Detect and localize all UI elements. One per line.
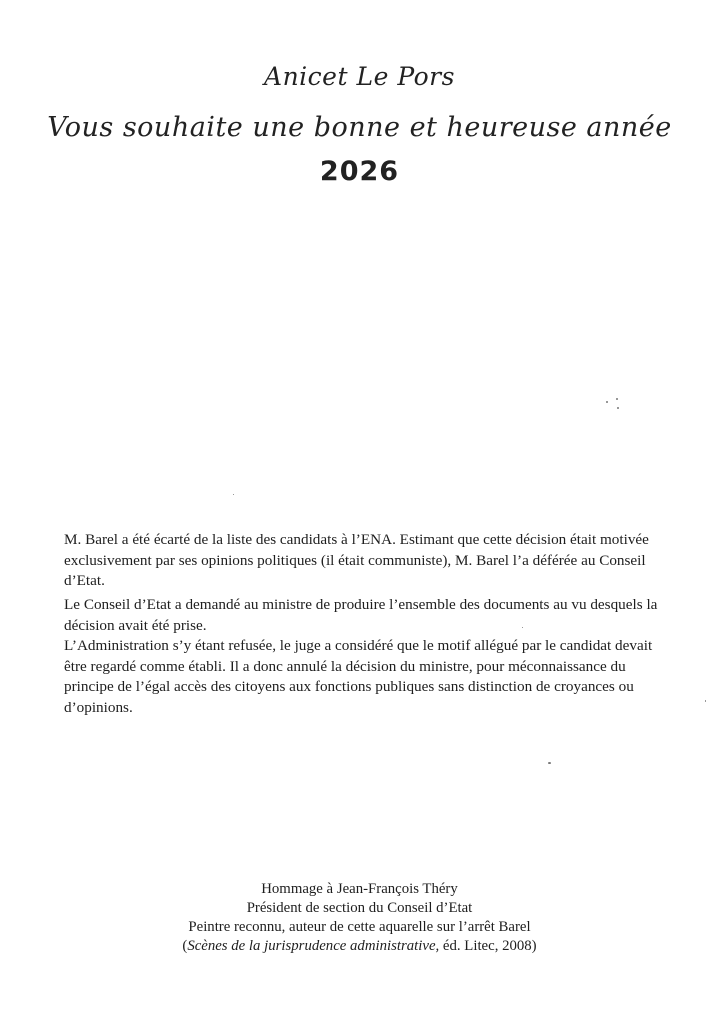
- paragraph-1-text: M. Barel a été écarté de la liste des candidats à l’ENA. Estimant que cette décision était motivée exclusivement par ses opinions politiques (il était communiste), M. Barel l’a déférée au Conseil d’Etat.: [64, 531, 649, 589]
- scan-speck: [705, 700, 706, 702]
- greeting-year: 2026: [319, 156, 400, 187]
- tribute-line-3: Peintre reconnu, auteur de cette aquarelle sur l’arrêt Barel: [188, 919, 531, 935]
- scan-speck: [548, 762, 551, 764]
- paragraph-2-line-1: Le Conseil d’Etat a demandé au ministre de produire l’ensemble des documents au vu desquels la décision avait été prise.: [64, 596, 658, 634]
- paragraph-2-line-2: L’Administration s’y étant refusée, le juge a considéré que le motif allégué par le candidat devait être regardé comme établi. Il a donc annulé la décision du ministre, pour méconnaissance du principe de l’égal accès des citoyens aux fonctions publiques sans distinction de croyances ou d’opinions.: [64, 637, 653, 716]
- tribute-line-4: [0, 937, 719, 956]
- tribute-block: [0, 880, 719, 956]
- tribute-paren-open: (: [182, 938, 188, 954]
- tribute-publisher: éd. Litec, 2008): [439, 938, 537, 954]
- author-name: Anicet Le Pors: [264, 62, 455, 91]
- tribute-line-2: Président de section du Conseil d’Etat: [246, 900, 473, 916]
- scan-speck: [617, 407, 619, 409]
- scan-speck: [233, 494, 234, 495]
- scan-speck: [606, 401, 608, 403]
- barel-paragraph-1: [64, 530, 664, 592]
- new-year-greeting: Vous souhaite une bonne et heureuse année: [47, 112, 672, 143]
- book-title: Scènes de la jurisprudence administrative,: [187, 938, 440, 954]
- barel-paragraph-2: [64, 595, 664, 718]
- tribute-line-1: Hommage à Jean-François Théry: [261, 881, 458, 897]
- scan-speck: [616, 398, 618, 400]
- scan-speck: [522, 627, 523, 628]
